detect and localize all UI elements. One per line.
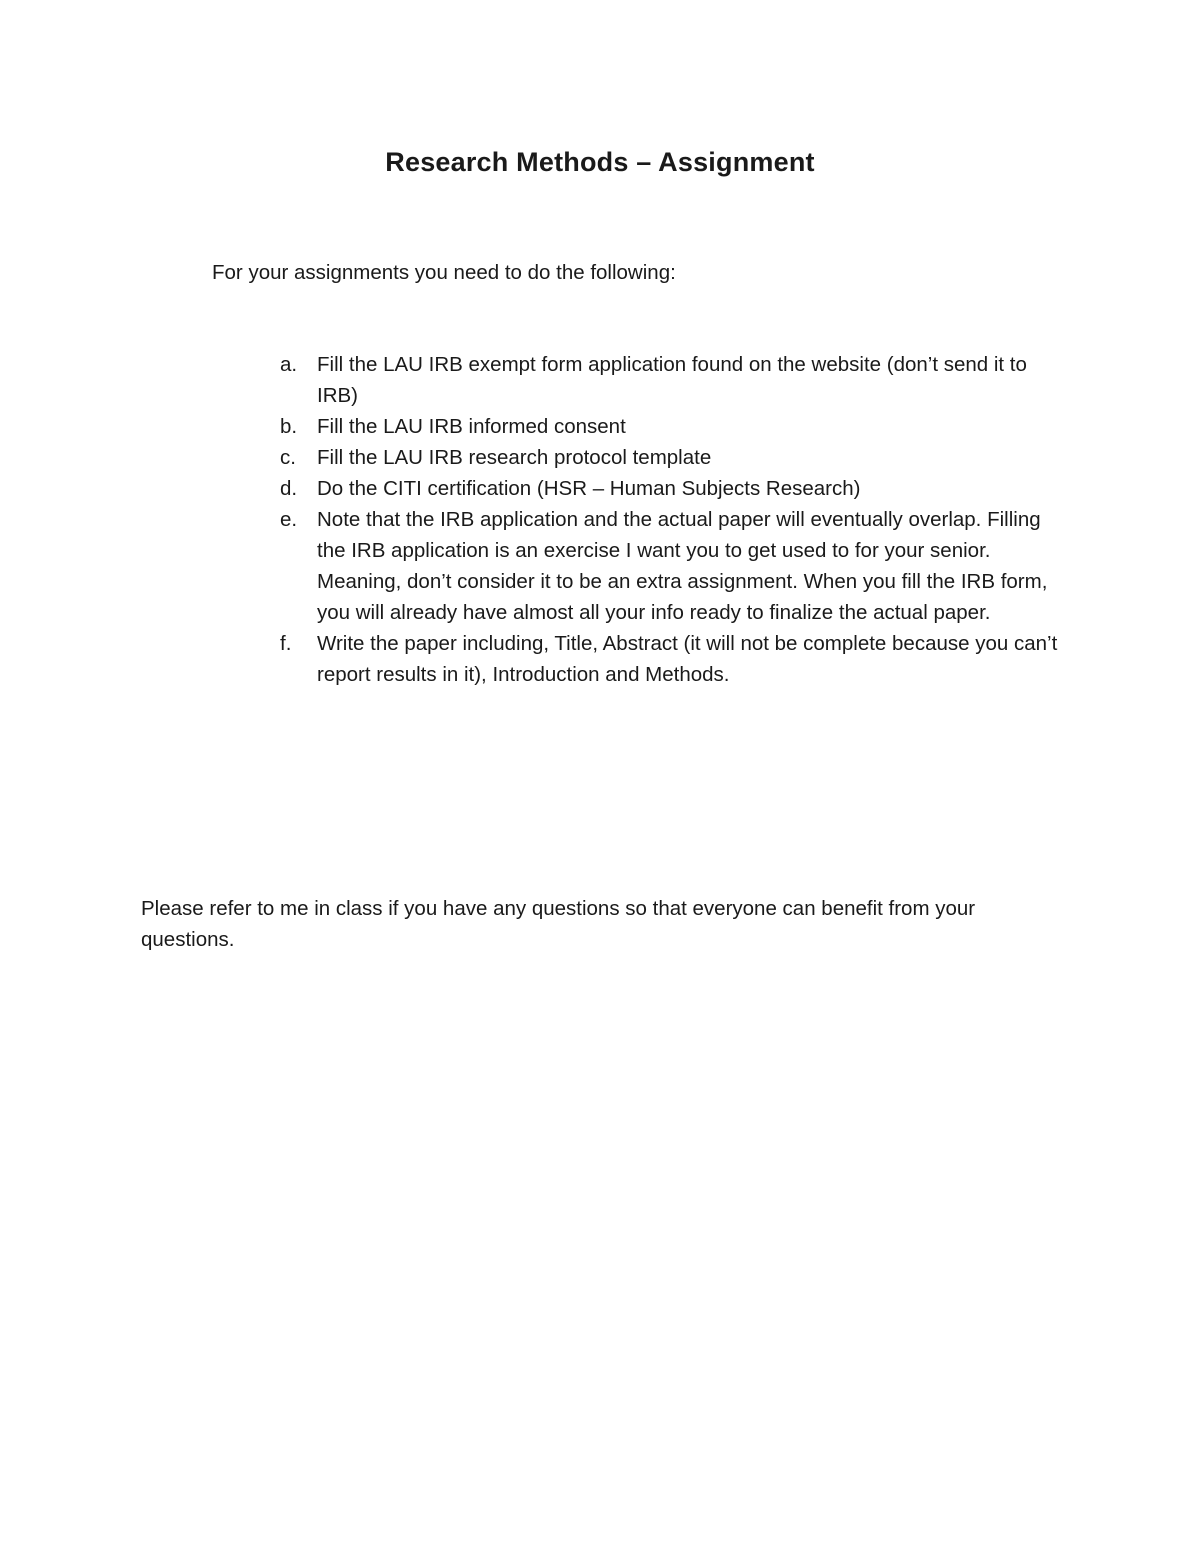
list-marker: e. bbox=[280, 508, 298, 531]
list-marker: a. bbox=[280, 353, 298, 376]
list-item-e bbox=[280, 504, 1070, 628]
list-marker: f. bbox=[280, 632, 292, 655]
closing-paragraph: Please refer to me in class if you have any questions so that everyone can benefit from your questions. bbox=[141, 897, 976, 951]
list-item-text: Write the paper including, Title, Abstract (it will not be complete because you can’t report results in it), Introduction and Methods. bbox=[317, 632, 1058, 686]
list-item-a bbox=[280, 349, 1070, 411]
list-item-text: Do the CITI certification (HSR – Human Subjects Research) bbox=[317, 477, 861, 500]
list-item-c bbox=[280, 442, 1070, 473]
list-marker: d. bbox=[280, 477, 298, 500]
list-marker: b. bbox=[280, 415, 298, 438]
list-item-f bbox=[280, 628, 1070, 690]
list-item-d bbox=[280, 473, 1070, 504]
list-item-text: Fill the LAU IRB research protocol template bbox=[317, 446, 712, 469]
list-marker: c. bbox=[280, 446, 296, 469]
list-item-text: Fill the LAU IRB informed consent bbox=[317, 415, 626, 438]
assignment-list bbox=[280, 349, 1070, 690]
document-title: Research Methods – Assignment bbox=[385, 147, 815, 177]
list-item-b bbox=[280, 411, 1070, 442]
list-item-text: Fill the LAU IRB exempt form application found on the website (don’t send it to IRB) bbox=[317, 353, 1027, 407]
list-item-text: Note that the IRB application and the actual paper will eventually overlap. Filling the IRB application is an exercise I want you to get used to for your senior. Meaning, don’t consider it to be an extra assignment. When you fill the IRB form, you will already have almost all your info ready to finalize the actual paper. bbox=[317, 508, 1048, 624]
intro-text: For your assignments you need to do the following: bbox=[212, 261, 676, 284]
